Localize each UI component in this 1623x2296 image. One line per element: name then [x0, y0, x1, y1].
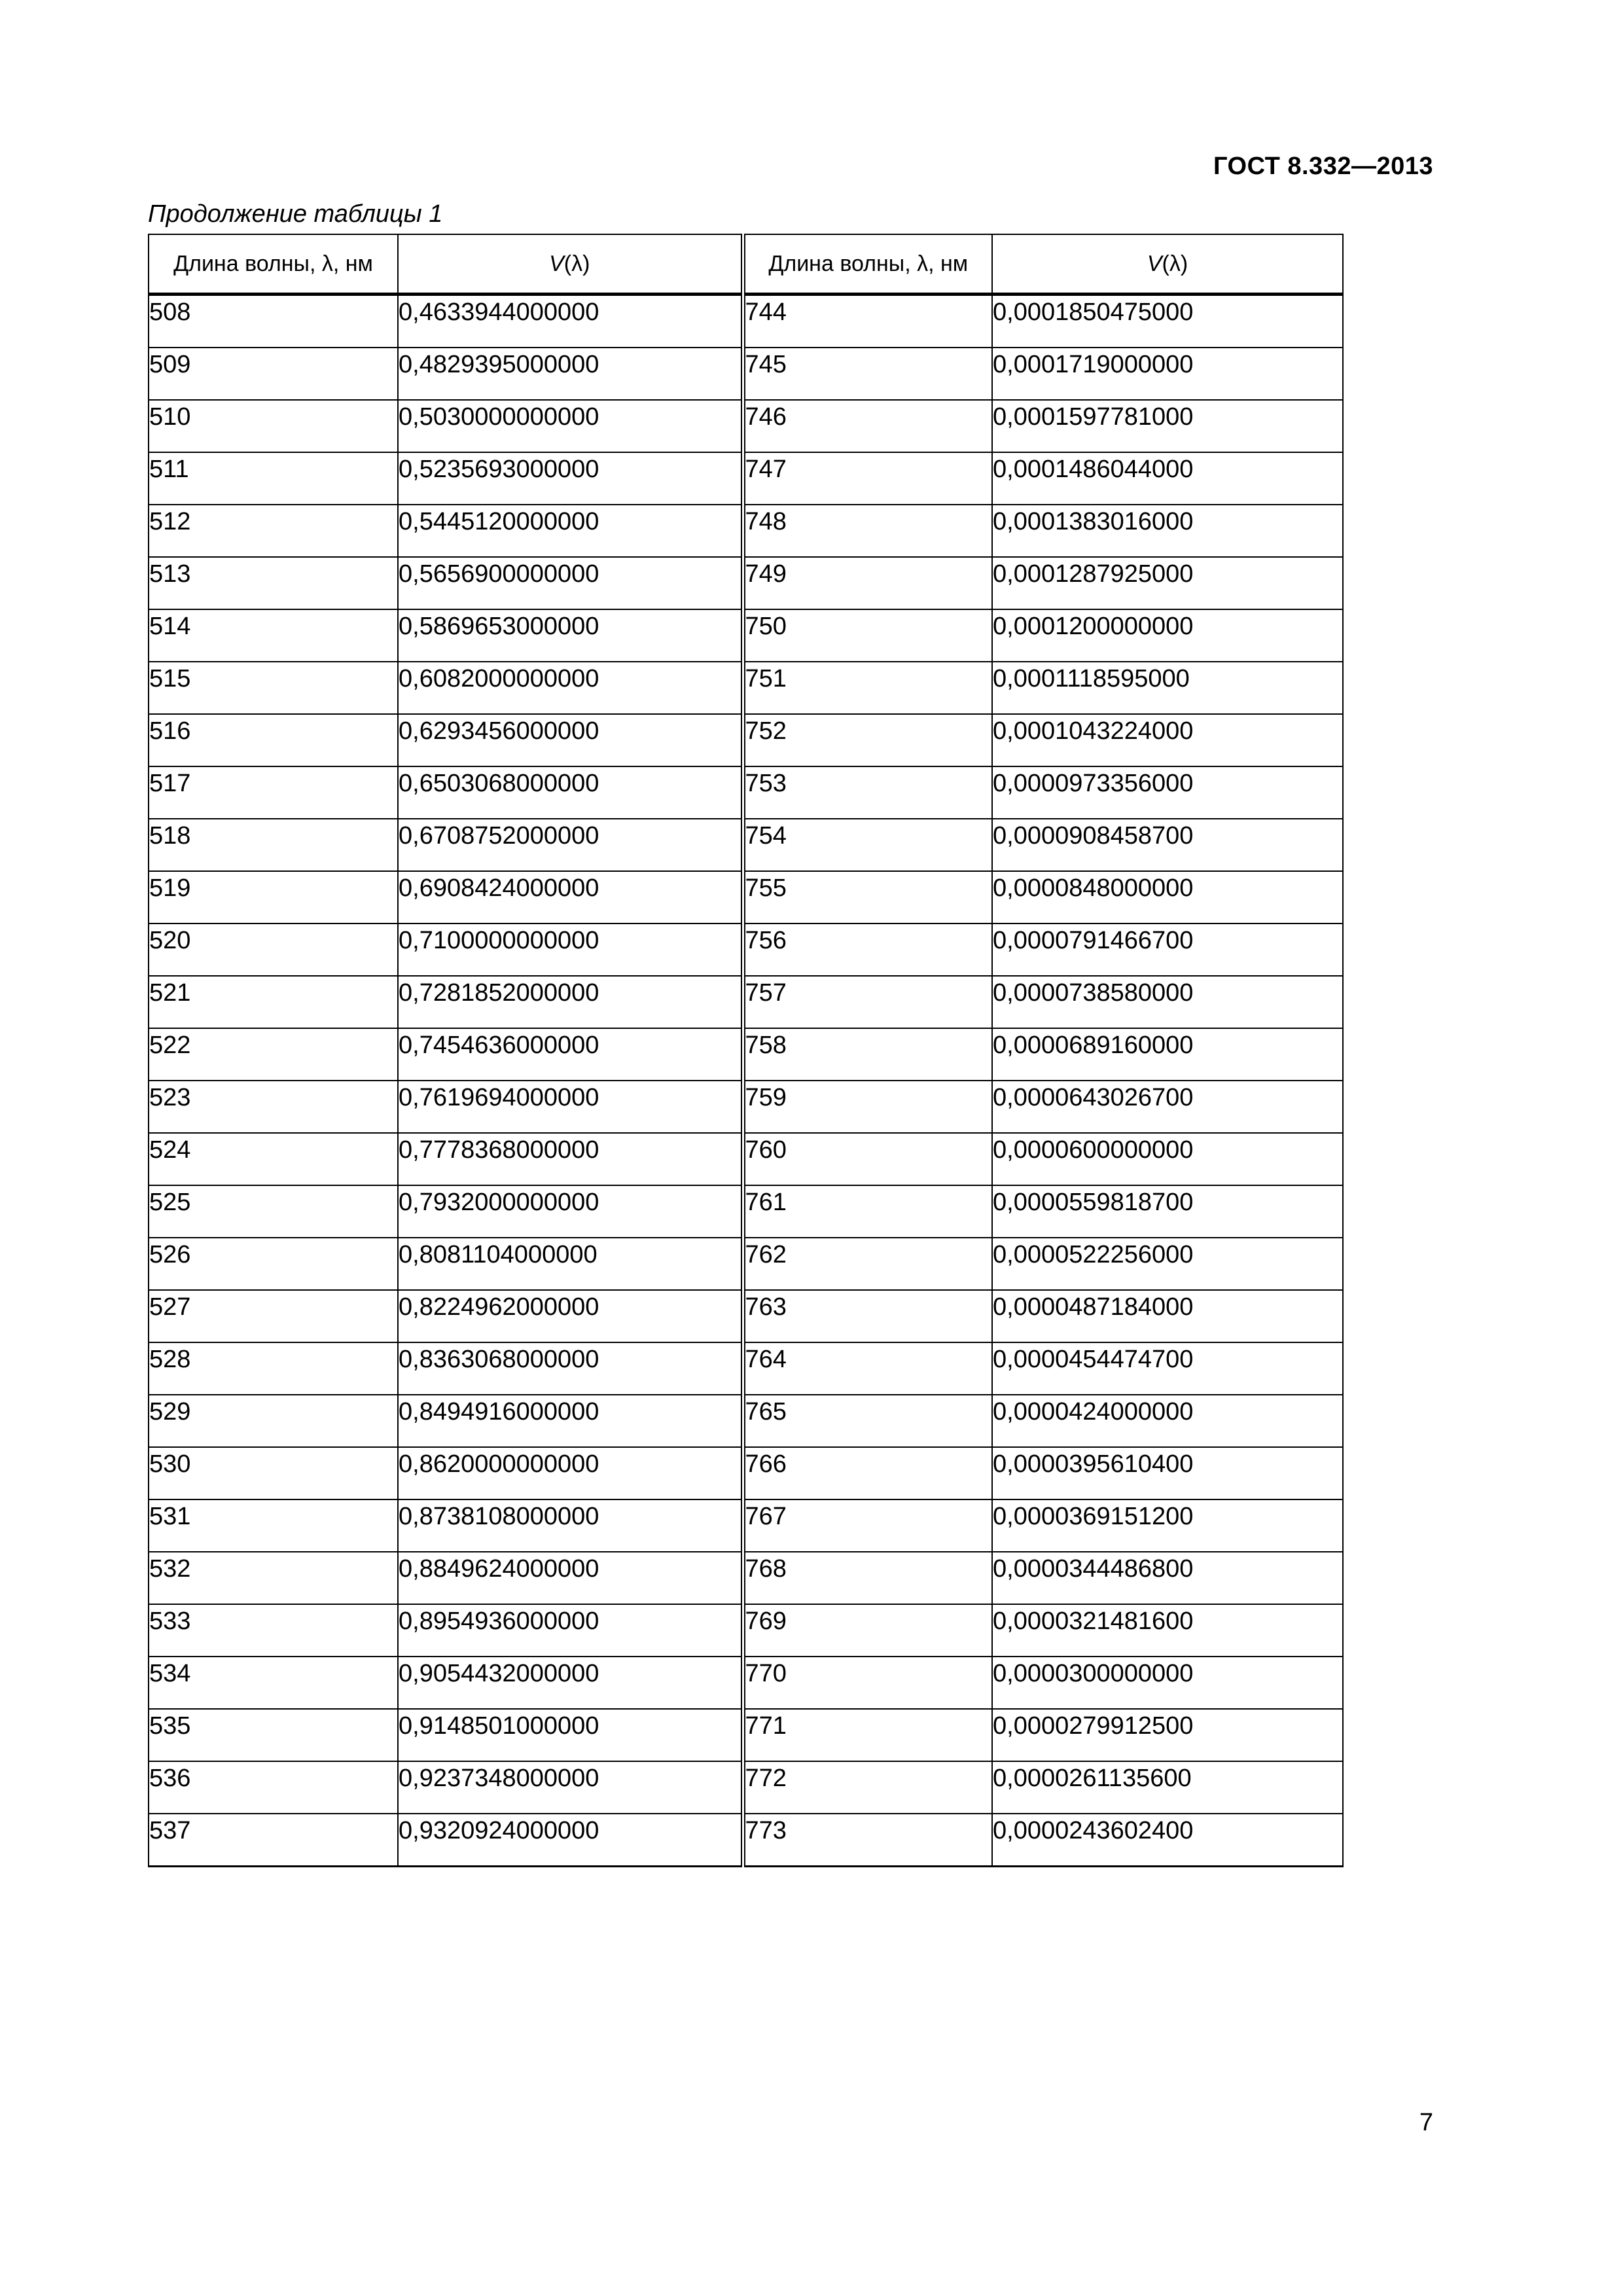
v-lambda-right-cell: 0,0000454474700: [992, 1342, 1343, 1395]
v-lambda-right-cell: 0,0000487184000: [992, 1290, 1343, 1342]
v-lambda-left-cell: 0,4633944000000: [398, 295, 743, 348]
wavelength-right-cell: 744: [743, 295, 992, 348]
wavelength-left-cell: 528: [149, 1342, 398, 1395]
wavelength-right-cell: 759: [743, 1081, 992, 1133]
wavelength-left-cell: 534: [149, 1657, 398, 1709]
table-row: [149, 1028, 1343, 1081]
table-row: [149, 819, 1343, 871]
v-lambda-left-cell: 0,5869653000000: [398, 609, 743, 662]
v-lambda-right-cell: 0,0000908458700: [992, 819, 1343, 871]
v-lambda-right-cell: 0,0001719000000: [992, 348, 1343, 400]
wavelength-left-cell: 518: [149, 819, 398, 871]
wavelength-left-cell: 515: [149, 662, 398, 714]
v-lambda-right-cell: 0,0000424000000: [992, 1395, 1343, 1447]
wavelength-right-cell: 755: [743, 871, 992, 924]
table-row: [149, 766, 1343, 819]
v-lambda-left-cell: 0,7100000000000: [398, 924, 743, 976]
wavelength-right-cell: 771: [743, 1709, 992, 1761]
v-lambda-right-cell: 0,0000848000000: [992, 871, 1343, 924]
wavelength-right-cell: 767: [743, 1499, 992, 1552]
wavelength-right-cell: 760: [743, 1133, 992, 1185]
wavelength-right-cell: 751: [743, 662, 992, 714]
table-row: [149, 1185, 1343, 1238]
table-row: [149, 348, 1343, 400]
wavelength-right-cell: 748: [743, 505, 992, 557]
v-lambda-left-cell: 0,7454636000000: [398, 1028, 743, 1081]
v-lambda-left-cell: 0,8738108000000: [398, 1499, 743, 1552]
table-row: [149, 662, 1343, 714]
wavelength-left-cell: 524: [149, 1133, 398, 1185]
table-row: [149, 452, 1343, 505]
wavelength-left-cell: 512: [149, 505, 398, 557]
v-lambda-right-cell: 0,0000600000000: [992, 1133, 1343, 1185]
wavelength-left-cell: 532: [149, 1552, 398, 1604]
wavelength-left-cell: 533: [149, 1604, 398, 1657]
table-row: [149, 609, 1343, 662]
v-lambda-symbol: λ: [571, 251, 583, 276]
v-lambda-right-cell: 0,0000643026700: [992, 1081, 1343, 1133]
v-lambda-left-cell: 0,8363068000000: [398, 1342, 743, 1395]
table-row: [149, 1081, 1343, 1133]
wavelength-right-cell: 753: [743, 766, 992, 819]
wavelength-right-cell: 770: [743, 1657, 992, 1709]
wavelength-left-cell: 526: [149, 1238, 398, 1290]
wavelength-right-cell: 756: [743, 924, 992, 976]
wavelength-left-cell: 535: [149, 1709, 398, 1761]
table-row: [149, 295, 1343, 348]
wavelength-left-cell: 513: [149, 557, 398, 609]
wavelength-left-cell: 519: [149, 871, 398, 924]
wavelength-right-cell: 749: [743, 557, 992, 609]
wavelength-left-cell: 525: [149, 1185, 398, 1238]
v-lambda-left-cell: 0,6708752000000: [398, 819, 743, 871]
table-row: [149, 714, 1343, 766]
v-lambda-right-cell: 0,0000321481600: [992, 1604, 1343, 1657]
wavelength-left-cell: 529: [149, 1395, 398, 1447]
v-lambda-left-cell: 0,9320924000000: [398, 1814, 743, 1867]
v-lambda-left-cell: 0,6908424000000: [398, 871, 743, 924]
v-lambda-right-cell: 0,0000369151200: [992, 1499, 1343, 1552]
v-lambda-left-cell: 0,9054432000000: [398, 1657, 743, 1709]
wavelength-right-cell: 745: [743, 348, 992, 400]
v-lambda-left-cell: 0,7778368000000: [398, 1133, 743, 1185]
table-row: [149, 1499, 1343, 1552]
wavelength-left-cell: 531: [149, 1499, 398, 1552]
v-lambda-right-cell: 0,0001043224000: [992, 714, 1343, 766]
v-lambda-right-cell: 0,0001383016000: [992, 505, 1343, 557]
table-row: [149, 1761, 1343, 1814]
v-lambda-right-cell: 0,0000279912500: [992, 1709, 1343, 1761]
table-header-row: [149, 234, 1343, 295]
wavelength-left-cell: 522: [149, 1028, 398, 1081]
wavelength-left-cell: 523: [149, 1081, 398, 1133]
v-lambda-right-cell: 0,0000344486800: [992, 1552, 1343, 1604]
wavelength-left-cell: 514: [149, 609, 398, 662]
column-header-v-lambda: V(λ): [398, 234, 743, 295]
v-lambda-right-cell: 0,0001486044000: [992, 452, 1343, 505]
v-lambda-left-cell: 0,7932000000000: [398, 1185, 743, 1238]
table-row: [149, 924, 1343, 976]
wavelength-right-cell: 763: [743, 1290, 992, 1342]
wavelength-right-cell: 752: [743, 714, 992, 766]
v-lambda-left-cell: 0,5235693000000: [398, 452, 743, 505]
v-lambda-right-cell: 0,0000261135600: [992, 1761, 1343, 1814]
table-caption: Продолжение таблицы 1: [148, 200, 443, 228]
v-lambda-left-cell: 0,8081104000000: [398, 1238, 743, 1290]
wavelength-left-cell: 527: [149, 1290, 398, 1342]
wavelength-right-cell: 764: [743, 1342, 992, 1395]
wavelength-left-cell: 516: [149, 714, 398, 766]
table-row: [149, 557, 1343, 609]
table-row: [149, 400, 1343, 452]
wavelength-right-cell: 757: [743, 976, 992, 1028]
wavelength-left-cell: 537: [149, 1814, 398, 1867]
wavelength-left-cell: 520: [149, 924, 398, 976]
table-row: [149, 1395, 1343, 1447]
wavelength-right-cell: 761: [743, 1185, 992, 1238]
wavelength-left-cell: 517: [149, 766, 398, 819]
v-lambda-left-cell: 0,8954936000000: [398, 1604, 743, 1657]
wavelength-left-cell: 511: [149, 452, 398, 505]
wavelength-left-cell: 521: [149, 976, 398, 1028]
v-lambda-left-cell: 0,7619694000000: [398, 1081, 743, 1133]
table-row: [149, 1657, 1343, 1709]
v-lambda-left-cell: 0,8849624000000: [398, 1552, 743, 1604]
wavelength-right-cell: 762: [743, 1238, 992, 1290]
v-lambda-right-cell: 0,0001287925000: [992, 557, 1343, 609]
v-lambda-left-cell: 0,6293456000000: [398, 714, 743, 766]
wavelength-left-cell: 509: [149, 348, 398, 400]
v-lambda-right-cell: 0,0000395610400: [992, 1447, 1343, 1499]
v-lambda-right-cell: 0,0000243602400: [992, 1814, 1343, 1867]
wavelength-right-cell: 772: [743, 1761, 992, 1814]
wavelength-left-cell: 508: [149, 295, 398, 348]
table-row: [149, 1342, 1343, 1395]
wavelength-right-cell: 768: [743, 1552, 992, 1604]
wavelength-right-cell: 750: [743, 609, 992, 662]
column-header-wavelength: Длина волны, λ, нм: [743, 234, 992, 295]
wavelength-right-cell: 754: [743, 819, 992, 871]
table-row: [149, 1604, 1343, 1657]
wavelength-right-cell: 758: [743, 1028, 992, 1081]
v-lambda-right-cell: 0,0000973356000: [992, 766, 1343, 819]
column-header-v-lambda: V(λ): [992, 234, 1343, 295]
wavelength-right-cell: 773: [743, 1814, 992, 1867]
page-number: 7: [1419, 2109, 1433, 2136]
v-lambda-left-cell: 0,4829395000000: [398, 348, 743, 400]
table-row: [149, 505, 1343, 557]
v-lambda-left-cell: 0,6082000000000: [398, 662, 743, 714]
v-lambda-left-cell: 0,8224962000000: [398, 1290, 743, 1342]
column-header-wavelength: Длина волны, λ, нм: [149, 234, 398, 295]
v-lambda-left-cell: 0,5445120000000: [398, 505, 743, 557]
v-lambda-left-cell: 0,9148501000000: [398, 1709, 743, 1761]
data-table: [148, 234, 1344, 1867]
v-lambda-left-cell: 0,7281852000000: [398, 976, 743, 1028]
wavelength-right-cell: 766: [743, 1447, 992, 1499]
v-lambda-right-cell: 0,0001597781000: [992, 400, 1343, 452]
wavelength-right-cell: 746: [743, 400, 992, 452]
v-lambda-right-cell: 0,0001200000000: [992, 609, 1343, 662]
v-lambda-right-cell: 0,0000300000000: [992, 1657, 1343, 1709]
table-row: [149, 871, 1343, 924]
table-row: [149, 1447, 1343, 1499]
table-row: [149, 1133, 1343, 1185]
wavelength-left-cell: 536: [149, 1761, 398, 1814]
v-lambda-right-cell: 0,0000738580000: [992, 976, 1343, 1028]
table-row: [149, 1552, 1343, 1604]
v-lambda-right-cell: 0,0000689160000: [992, 1028, 1343, 1081]
v-lambda-left-cell: 0,9237348000000: [398, 1761, 743, 1814]
wavelength-right-cell: 765: [743, 1395, 992, 1447]
v-lambda-left-cell: 0,5656900000000: [398, 557, 743, 609]
v-lambda-right-cell: 0,0000559818700: [992, 1185, 1343, 1238]
v-lambda-right-cell: 0,0000791466700: [992, 924, 1343, 976]
table-row: [149, 1709, 1343, 1761]
v-lambda-left-cell: 0,5030000000000: [398, 400, 743, 452]
wavelength-left-cell: 530: [149, 1447, 398, 1499]
v-lambda-left-cell: 0,8494916000000: [398, 1395, 743, 1447]
table-row: [149, 1290, 1343, 1342]
wavelength-right-cell: 747: [743, 452, 992, 505]
standard-designation: ГОСТ 8.332—2013: [1213, 152, 1433, 180]
v-lambda-symbol: λ: [1169, 251, 1181, 276]
v-lambda-right-cell: 0,0000522256000: [992, 1238, 1343, 1290]
v-lambda-right-cell: 0,0001118595000: [992, 662, 1343, 714]
wavelength-left-cell: 510: [149, 400, 398, 452]
v-lambda-left-cell: 0,6503068000000: [398, 766, 743, 819]
v-lambda-left-cell: 0,8620000000000: [398, 1447, 743, 1499]
table-row: [149, 1238, 1343, 1290]
table-row: [149, 1814, 1343, 1867]
v-lambda-right-cell: 0,0001850475000: [992, 295, 1343, 348]
wavelength-right-cell: 769: [743, 1604, 992, 1657]
table-row: [149, 976, 1343, 1028]
